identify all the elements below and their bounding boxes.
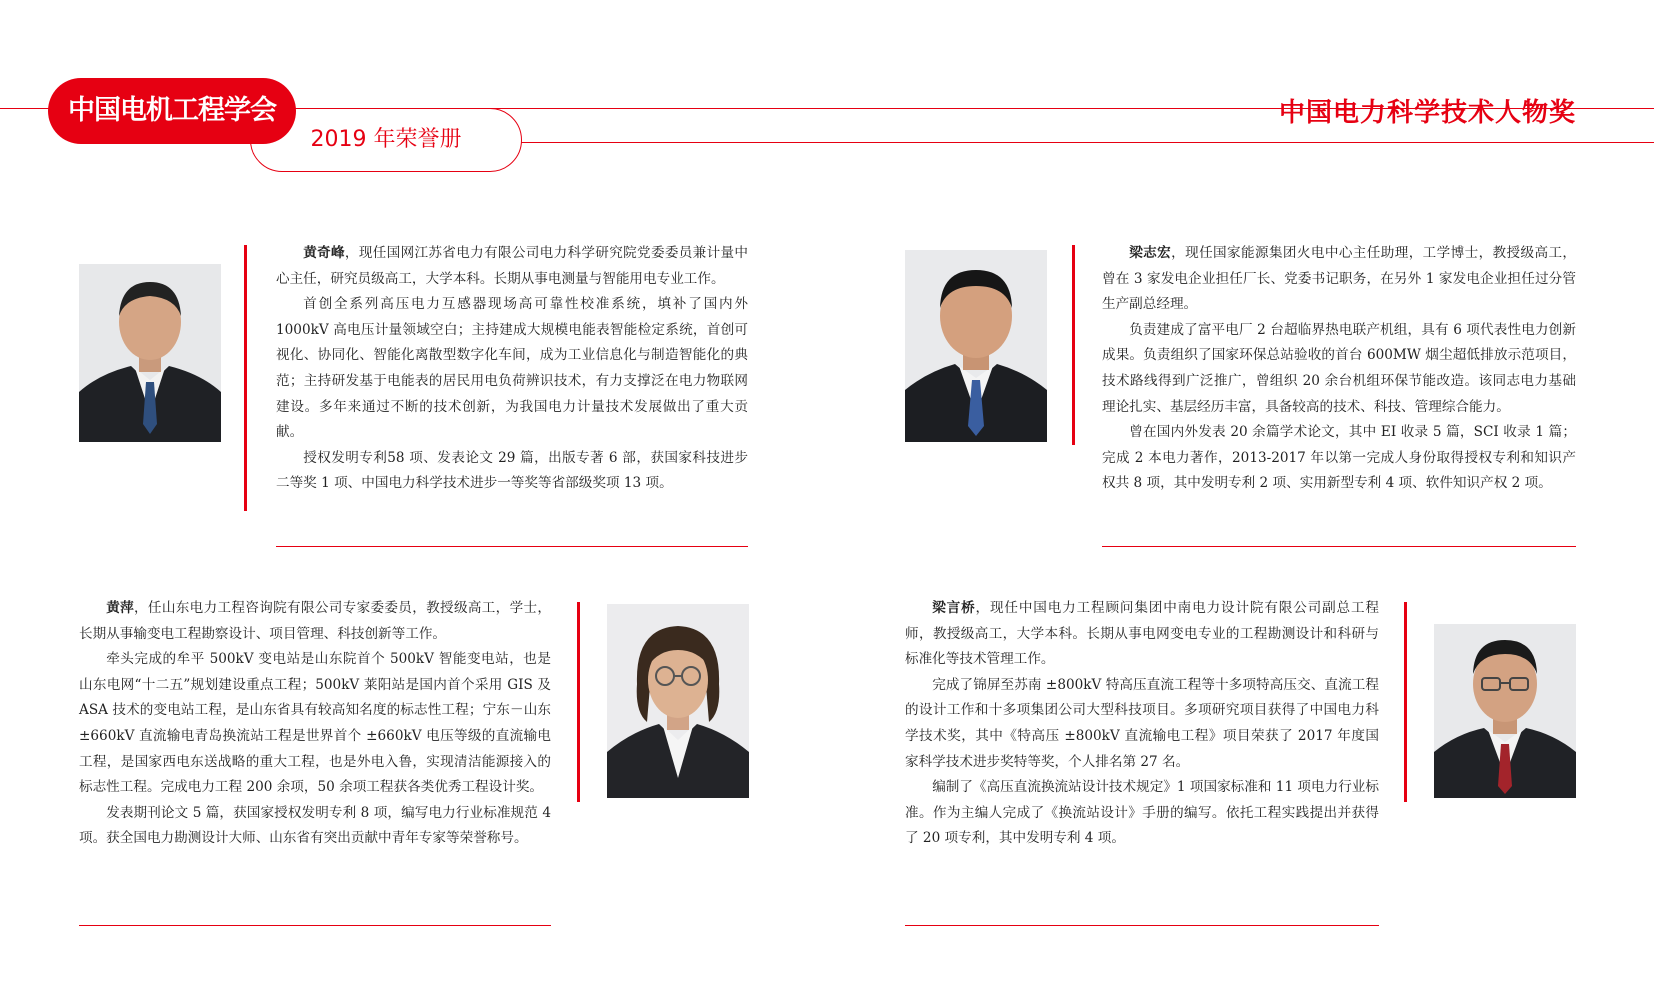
bio-paragraph: ，现任中国电力工程顾问集团中南电力设计院有限公司副总工程师，教授级高工，大学本科。长期从事电网变电专业的工程勘测设计和科研与标准化等技术管理工作。 (905, 600, 1380, 668)
portrait-huang-qifeng (79, 264, 221, 442)
accent-bar (1072, 245, 1075, 445)
bio-paragraph: 编制了《高压直流换流站设计技术规定》1 项国家标准和 11 项电力行业标准。作为主编人完成了《换流站设计》手册的编写。依托工程实践提出并获得了 20 项专利，其中发明专利 4 项。 (905, 779, 1379, 847)
accent-bar (244, 245, 247, 511)
bio-paragraph: 授权发明专利58 项、发表论文 29 篇，出版专著 6 部，获国家科技进步二等奖 1 项、中国电力科学技术进步一等奖等省部级奖项 13 项。 (276, 449, 748, 492)
bio-paragraph: ，任山东电力工程咨询院有限公司专家委委员，教授级高工，学士，长期从事输变电工程勘察设计、项目管理、科技创新等工作。 (79, 600, 552, 642)
section-divider (1102, 546, 1576, 547)
accent-bar (1404, 602, 1407, 802)
accent-bar (577, 602, 580, 802)
society-logo: 中国电机工程学会 (48, 78, 296, 144)
bio-paragraph: 曾在国内外发表 20 余篇学术论文，其中 EI 收录 5 篇，SCI 收录 1 篇；完成 2 本电力著作，2013-2017 年以第一完成人身份取得授权专利和知识产权共 8 项，其中发明专利 2 项、实用新型专利 4 项、软件知识产权 2 项。 (1102, 424, 1576, 492)
portrait-liang-yanqiao (1434, 624, 1576, 798)
section-divider (79, 925, 551, 926)
award-title: 中国电力科学技术人物奖 (1278, 98, 1576, 128)
female-portrait-icon (607, 604, 749, 798)
portrait-huang-ping (607, 604, 749, 798)
person-name: 梁志宏 (1129, 245, 1172, 261)
male-portrait-icon (79, 264, 221, 442)
bio-paragraph: 负责建成了富平电厂 2 台超临界热电联产机组，具有 6 项代表性电力创新成果。负责组织了国家环保总站验收的首台 600MW 烟尘超低排放示范项目，技术路线得到广泛推广，曾组织 20 余台机组环保节能改造。该同志电力基础理论扎实、基层经历丰富，具备较高的技术、科技、管理综合能力。 (1102, 321, 1576, 415)
bio-paragraph: ，现任国网江苏省电力有限公司电力科学研究院党委委员兼计量中心主任，研究员级高工，大学本科。长期从事电测量与智能用电专业工作。 (276, 245, 749, 287)
male-portrait-icon (905, 250, 1047, 442)
yearbook-label: 2019 年荣誉册 (310, 127, 462, 152)
male-portrait-icon (1434, 624, 1576, 798)
portrait-liang-zhihong (905, 250, 1047, 442)
person-name: 黄奇峰 (303, 245, 345, 261)
bio-liang-yanqiao (905, 596, 1379, 852)
bio-paragraph: 首创全系列高压电力互感器现场高可靠性校准系统，填补了国内外1000kV 高电压计量领域空白；主持建成大规模电能表智能检定系统，首创可视化、协同化、智能化离散型数字化车间，成为工业信息化与制造智能化的典范；主持研发基于电能表的居民用电负荷辨识技术，有力支撑泛在电力物联网建设。多年来通过不断的技术创新，为我国电力计量技术发展做出了重大贡献。 (276, 296, 748, 441)
bio-huang-qifeng (276, 241, 748, 497)
section-divider (905, 925, 1379, 926)
section-divider (276, 546, 748, 547)
bio-paragraph: 发表期刊论文 5 篇，获国家授权发明专利 8 项，编写电力行业标准规范 4 项。获全国电力勘测设计大师、山东省有突出贡献中青年专家等荣誉称号。 (79, 804, 551, 847)
person-name: 黄萍 (106, 600, 135, 616)
bio-paragraph: 牵头完成的牟平 500kV 变电站是山东院首个 500kV 智能变电站，也是山东电网“十二五”规划建设重点工程；500kV 莱阳站是国内首个采用 GIS 及 ASA 技术的变电站工程，是山东省具有较高知名度的标志性工程；宁东－山东 ±660kV 直流输电青岛换流站工程是世界首个 ±660kV 电压等级的直流输电工程，是国家西电东送战略的重大工程，也是外电入鲁，实现清洁能源接入的标志性工程。完成电力工程 200 余项，50 余项工程获各类优秀工程设计奖。 (79, 651, 551, 796)
header-rule-right (520, 142, 1654, 143)
bio-liang-zhihong (1102, 241, 1576, 497)
bio-paragraph: 完成了锦屏至苏南 ±800kV 特高压直流工程等十多项特高压交、直流工程的设计工作和十多项集团公司大型科技项目。多项研究项目获得了中国电力科学技术奖，其中《特高压 ±800kV 直流输电工程》项目荣获了 2017 年度国家科学技术进步奖特等奖，个人排名第 27 名。 (905, 676, 1379, 770)
bio-paragraph: ，现任国家能源集团火电中心主任助理，工学博士，教授级高工，曾在 3 家发电企业担任厂长、党委书记职务，在另外 1 家发电企业担任过分管生产副总经理。 (1102, 245, 1577, 313)
person-name: 梁言桥 (932, 600, 976, 616)
bio-huang-ping (79, 596, 551, 852)
